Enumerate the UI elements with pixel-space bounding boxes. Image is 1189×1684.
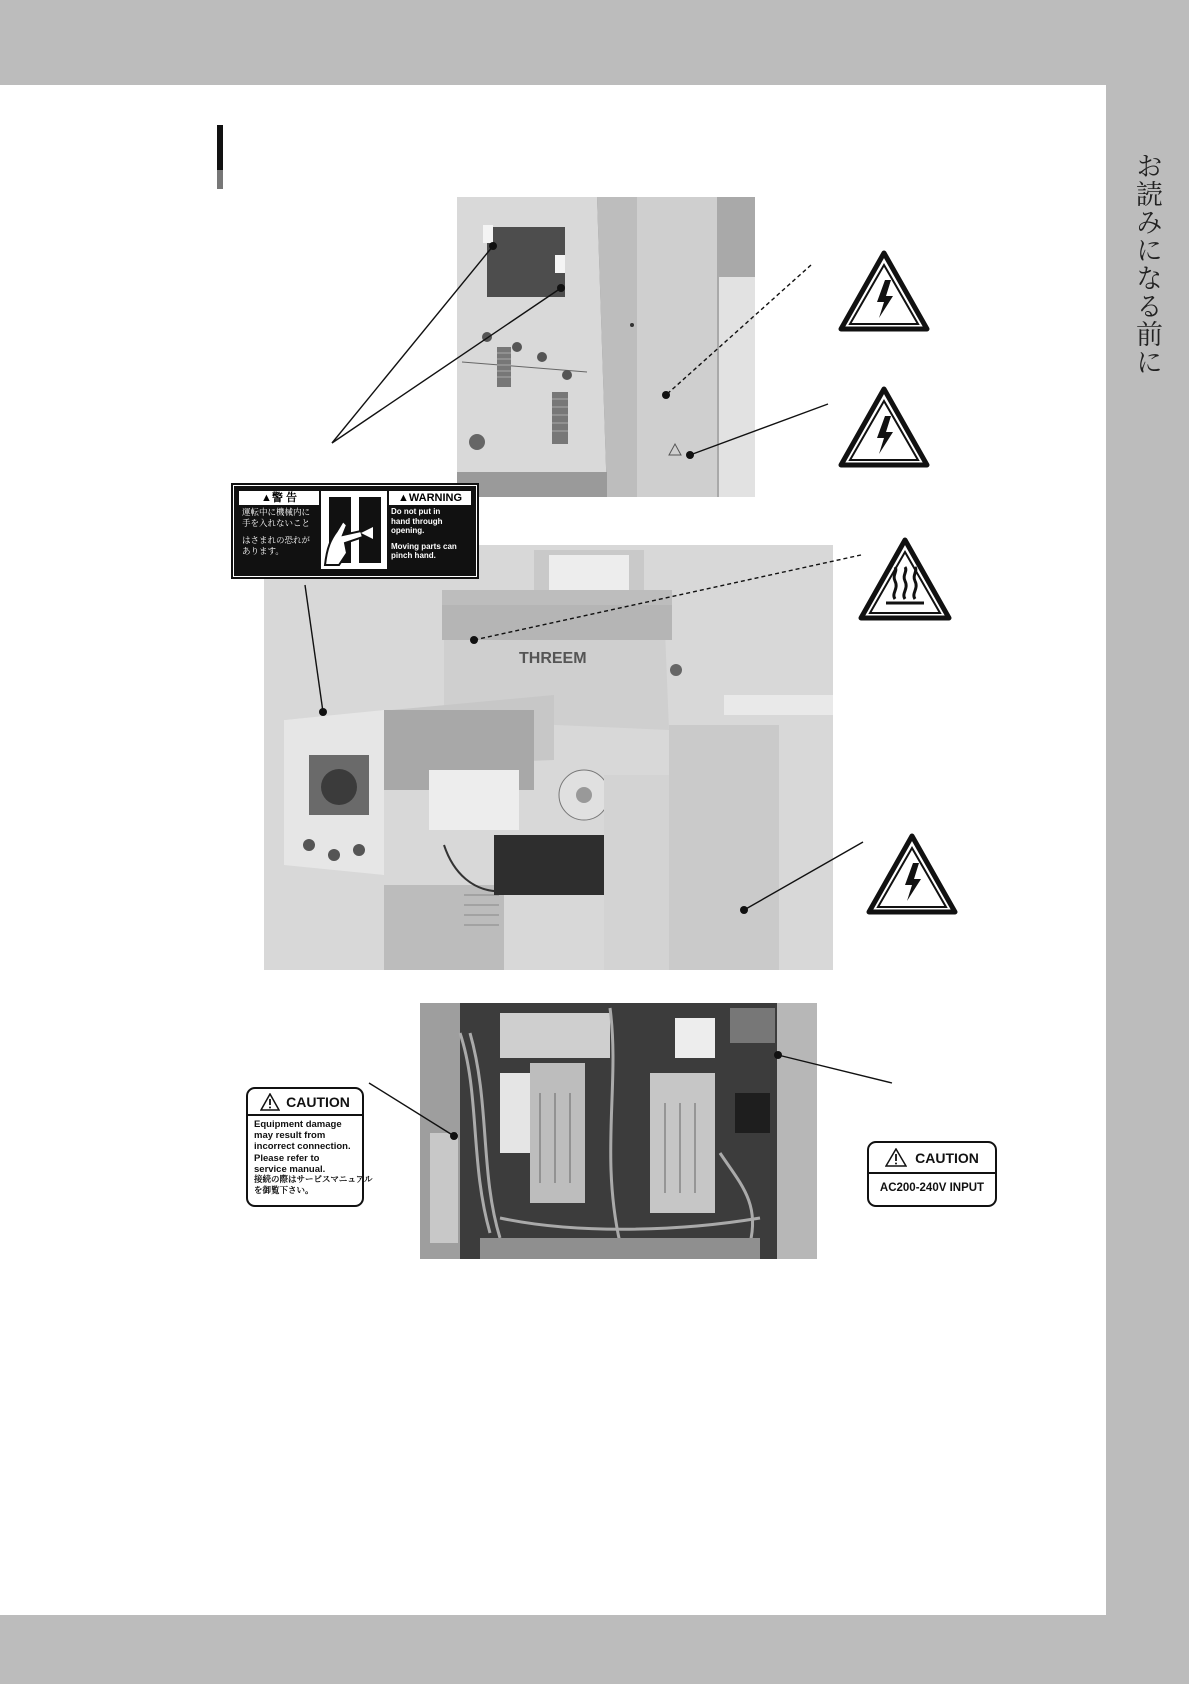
caution-connection-line: service manual. <box>254 1163 326 1175</box>
caution-connection-label <box>246 1087 373 1207</box>
caution-triangle-icon <box>885 1148 907 1167</box>
pinch-warning-jp-line: 運転中に機械内に <box>242 508 311 518</box>
photo-machine-full <box>264 545 833 970</box>
side-tab-title: お読みになる前に <box>1131 152 1162 376</box>
photo-machine-rear <box>457 197 755 497</box>
caution-input-heading: CAUTION <box>915 1149 979 1166</box>
electric-shock-icon <box>838 386 930 468</box>
pinch-warning-jp <box>239 491 319 569</box>
top-margin-band <box>0 0 1189 85</box>
pinch-warning-en-line: Moving parts can <box>391 541 457 551</box>
pinch-warning-jp-line: あります。 <box>242 547 284 557</box>
hot-surface-icon <box>858 537 952 621</box>
electric-shock-icon <box>866 833 958 915</box>
electric-shock-icon <box>838 250 930 332</box>
photo-electrical-panel <box>420 1003 817 1259</box>
caution-connection-line: Equipment damage <box>254 1119 342 1130</box>
caution-connection-line: を御覧下さい。 <box>254 1186 314 1197</box>
pinch-warning-en-heading: ▲WARNING <box>389 491 471 505</box>
caution-connection-line: 接続の際はサービスマニュアル <box>254 1175 373 1186</box>
machine-brand-text: THREEM <box>519 650 587 667</box>
pinch-warning-jp-line: はさまれの恐れが <box>242 536 311 546</box>
bottom-margin-band <box>0 1615 1189 1684</box>
caution-connection-heading: CAUTION <box>286 1093 350 1110</box>
section-heading-bar <box>217 125 223 189</box>
caution-connection-line: Please refer to <box>254 1152 320 1164</box>
pinch-warning-label <box>234 486 476 576</box>
pinch-warning-en-line: opening. <box>391 526 425 535</box>
caution-input-text: AC200-240V INPUT <box>879 1182 985 1194</box>
caution-connection-line: incorrect connection. <box>254 1141 351 1153</box>
pinch-warning-jp-line: 手を入れないこと <box>242 519 311 529</box>
pinch-warning-jp-heading: ▲警 告 <box>239 491 319 505</box>
pinch-warning-en-line: Do not put in <box>391 507 441 516</box>
pinch-warning-en <box>389 491 471 569</box>
caution-triangle-icon <box>260 1093 280 1111</box>
caution-connection-line: may result from <box>254 1130 326 1142</box>
pinch-warning-en-line: hand through <box>391 516 443 526</box>
caution-input-label <box>867 1141 997 1207</box>
pinch-hand-icon <box>321 491 387 569</box>
pinch-warning-en-line: pinch hand. <box>391 551 436 560</box>
